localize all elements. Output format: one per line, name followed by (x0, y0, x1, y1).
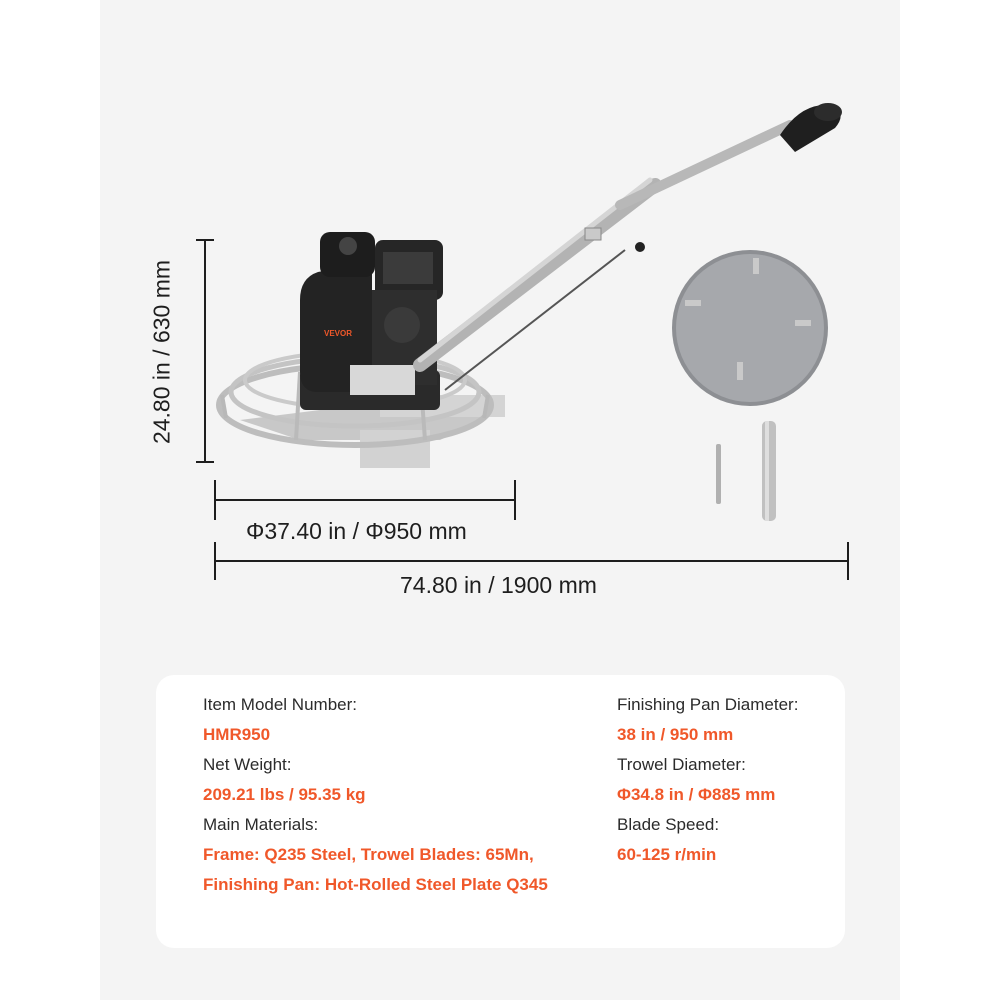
diameter-dimension-label: Φ37.40 in / Φ950 mm (246, 518, 467, 544)
blade-speed-label: Blade Speed: (617, 815, 720, 834)
finishing-pan-icon (672, 250, 828, 406)
pan-diameter-label: Finishing Pan Diameter: (617, 695, 799, 714)
model-value: HMR950 (203, 725, 271, 744)
model-label: Item Model Number: (203, 695, 357, 714)
height-dimension-label: 24.80 in / 630 mm (148, 259, 175, 445)
materials-value-line2: Finishing Pan: Hot-Rolled Steel Plate Q345 (203, 875, 548, 894)
trowel-diameter-label: Trowel Diameter: (617, 755, 746, 774)
brand-logo: VEVOR (323, 329, 353, 338)
wrench-icon (762, 421, 776, 521)
materials-value-line1: Frame: Q235 Steel, Trowel Blades: 65Mn, (203, 845, 534, 864)
weight-label: Net Weight: (203, 755, 292, 774)
pin-icon (716, 444, 721, 504)
length-dimension-label: 74.80 in / 1900 mm (400, 572, 597, 598)
weight-value: 209.21 lbs / 95.35 kg (203, 785, 366, 804)
pan-diameter-value: 38 in / 950 mm (617, 725, 734, 744)
blade-speed-value: 60-125 r/min (617, 845, 717, 864)
trowel-diameter-value: Φ34.8 in / Φ885 mm (617, 785, 776, 804)
materials-label: Main Materials: (203, 815, 319, 834)
